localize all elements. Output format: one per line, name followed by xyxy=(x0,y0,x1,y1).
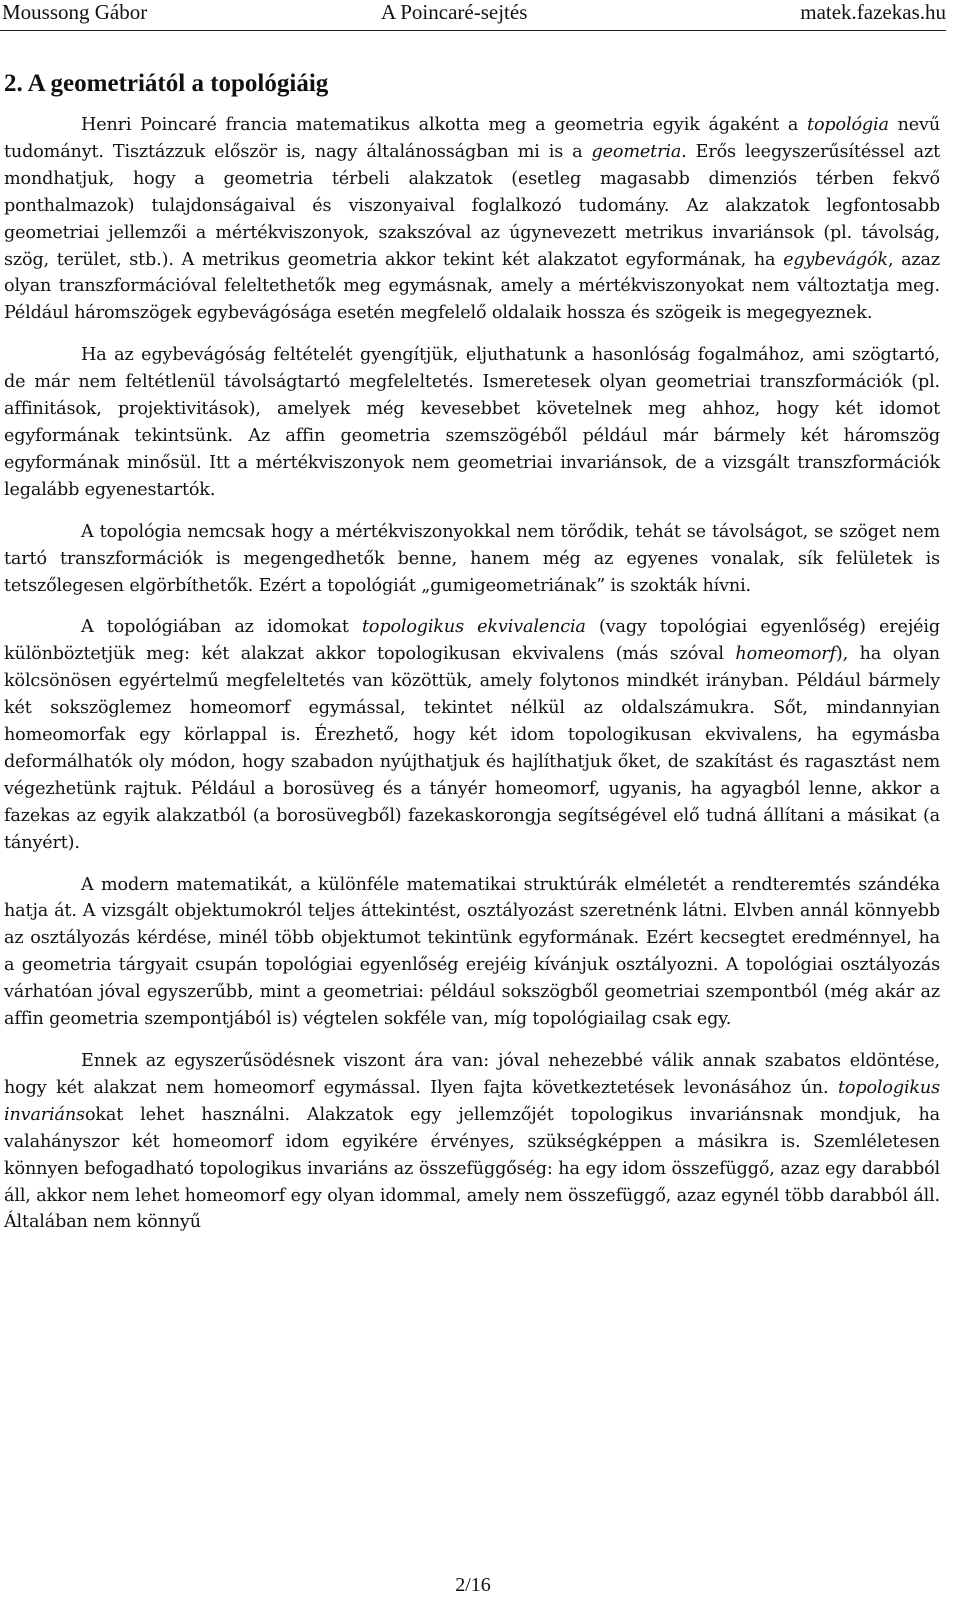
header-title: A Poincaré-sejtés xyxy=(381,0,528,24)
paragraph-5: A modern matematikát, a különféle matematikai struktúrák elméletét a rendteremtés szándéka hatja át. A vizsgált objektumokról teljes áttekintést, osztályozást szeretnénk látni. Elvben annál könnyebb az osztályozás kérdése, minél több objektumot tekintünk egyformának. Ezért kecsegtet eredménnyel, ha a geometria tárgyait csupán topológiai egyenlőség erejéig kívánjuk osztályozni. A topológiai osztályozás várhatóan jóval egyszerűbb, mint a geometriai: például sokszögből geometriai szempontból (még akár az affin geometria szempontjából is) végtelen sokféle van, míg topológiailag csak egy. xyxy=(4,874,940,1030)
header-author: Moussong Gábor xyxy=(2,0,148,24)
paragraph-2: Ha az egybevágóság feltételét gyengítjük, eljuthatunk a hasonlóság fogalmához, ami szögtartó, de már nem feltétlenül távolságtartó megfeleltetés. Ismeretesek olyan geometriai transzformációk (pl. affinitások, projektivitások), amelyek még kevesebbet követelnek meg ahhoz, hogy két idomot egyformának tekintsünk. Az affin geometria szemszögéből például már bármely két háromszög egyformának minősül. Itt a mértékviszonyok nem geometriai invariánsok, de a vizsgált transzformációk legalább egyenestartók. xyxy=(4,345,940,500)
header-rule xyxy=(0,30,946,31)
text: Erős leegyszerűsítéssel azt mondhatjuk, hogy a geometria térbeli alakzatok (esetleg magasabb dimenziós térben fekvő ponthalmazok) tulajdonságaival és viszonyaival foglalkozó tudomány. Az alakzatok legfontosabb geometriai jellemzői a mértékviszonyok, szakszóval az úgynevezett metrikus invariánsok (pl. távolság, szög, terület, stb.). A metrikus geometria akkor tekint két alakzatot egyformának, ha xyxy=(4,141,940,270)
paragraph-1 xyxy=(4,112,940,327)
section-title: 2. A geometriától a topológiáig xyxy=(4,70,329,97)
header-site: matek.fazekas.hu xyxy=(800,0,946,24)
term-topologikus-ekvivalencia: topologikus ekvivalencia xyxy=(361,617,586,638)
term-egybevagok: egybevágók xyxy=(783,249,888,270)
term-topologikus-invarians: topologikus invariáns xyxy=(4,1077,940,1125)
paragraph-3: A topológia nemcsak hogy a mértékviszonyokkal nem törődik, tehát se távolságot, se szöget nem tartó transzformációk is megengedhetők benne, hanem még az egyenes vonalak, sík felületek is tetszőlegesen elgörbíthetők. Ezért a topológiát „gumigeometriának” is szokták hívni. xyxy=(4,521,940,596)
text: okat lehet használni. Alakzatok egy jellemzőjét topologikus invariánsnak mondjuk, ha valahányszor két homeomorf idom egyikére érvényes, szükségképpen a másikra is. Szemléletesen könnyen befogadható topologikus invariáns az összefüggőség: ha egy idom összefüggő, azaz egy darabból áll, akkor nem lehet homeomorf egy olyan idommal, amely nem összefüggő, azaz egynél több darabból áll. Általában nem könnyű xyxy=(4,1104,940,1233)
paragraph-6 xyxy=(4,1048,940,1236)
text: , azaz olyan transzformációval feleltethetők meg egymásnak, amely a mértékviszonyokat nem változtatja meg. Például háromszögek egybevágósága esetén megfelelő oldalaik hossza és szögeik is megegyeznek. xyxy=(4,249,940,324)
page-header xyxy=(0,0,960,28)
body-text xyxy=(4,112,940,1251)
text: A topológiában az idomokat xyxy=(81,617,362,638)
term-topologia: topológia xyxy=(807,115,889,135)
text: (vagy topológiai egyenlőség) erejéig különböztetjük meg: két alakzat akkor topologikusan ekvivalens (más szóval xyxy=(4,617,940,665)
text: nevű tudományt. Tisztázzuk először is, nagy általánosságban mi is a xyxy=(4,115,940,162)
page-number: 2/16 xyxy=(455,1574,491,1596)
text: Henri Poincaré francia matematikus alkotta meg a geometria egyik ágaként a xyxy=(81,115,808,135)
paragraph-4 xyxy=(4,614,940,856)
term-homeomorf: homeomorf xyxy=(735,644,836,665)
term-geometria: geometria. xyxy=(591,141,687,162)
text: ), ha olyan kölcsönösen egyértelmű megfeleltetés van közöttük, amely folytonos mindkét irányban. Például bármely két sokszöglemez homeomorf egymással, tekintet nélkül az oldalszámukra. Sőt, mindannyian homeomorfak egy körlappal is. Érezhető, hogy két idom topologikusan ekvivalens, ha egymásba deformálhatók oly módon, hogy szabadon nyújthatjuk és hajlíthatjuk őket, de szakítást és ragasztást nem végezhetünk rajtuk. Például a borosüveg és a tányér homeomorf, ugyanis, ha agyagból lenne, akkor a fazekas az egyik alakzatból (a borosüvegből) fazekaskorongja segítségével elő tudná állítani a másikat (a tányért). xyxy=(4,644,940,853)
text: Ennek az egyszerűsödésnek viszont ára van: jóval nehezebbé válik annak szabatos eldöntése, hogy két alakzat nem homeomorf egymással. Ilyen fajta következtetések levonásához ún. xyxy=(4,1051,940,1098)
